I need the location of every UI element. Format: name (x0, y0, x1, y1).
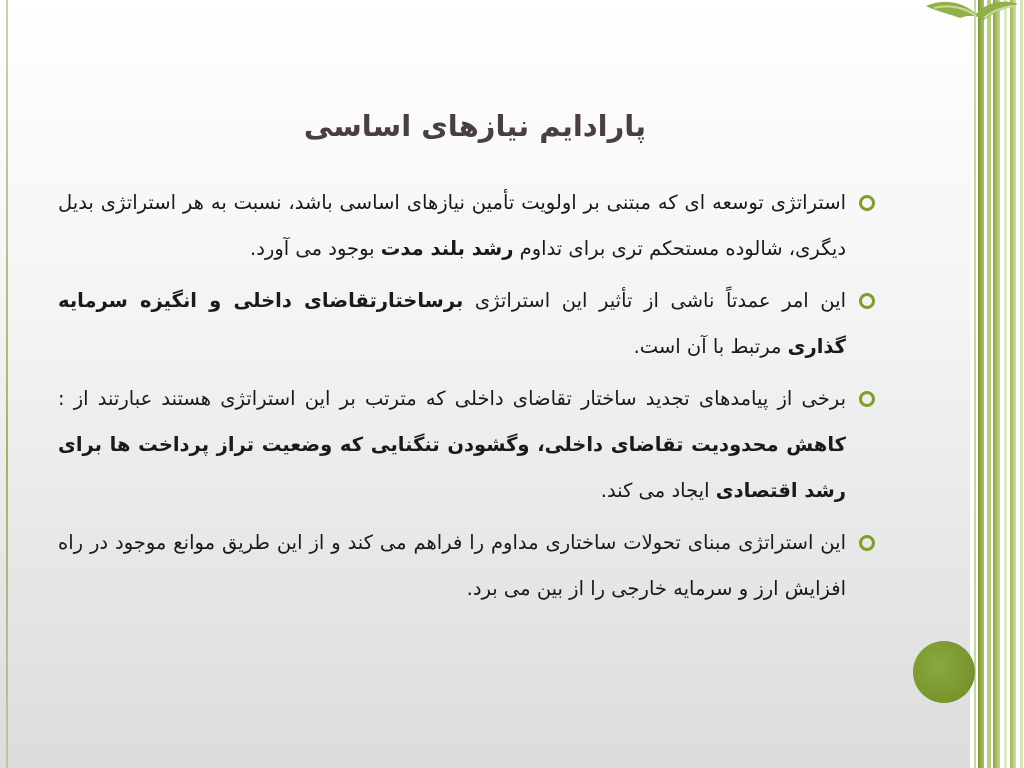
ring-bullet-icon (859, 391, 875, 407)
bullet-item (58, 520, 878, 612)
bullet-item (58, 278, 878, 370)
decor-stripe (974, 0, 976, 768)
bullet-text: برخی از پیامدهای تجدید ساختار تقاضای داخلی که مترتب بر این استراتژی هستند عبارتند از : (58, 387, 846, 410)
decor-stripe (978, 0, 984, 768)
ring-bullet-icon (859, 535, 875, 551)
bullet-bold-text: برساختارتقاضای داخلی و انگیزه سرمایه گذاری (58, 289, 846, 358)
bullet-text: استراتژی توسعه ای که مبتنی بر اولویت تأمین نیازهای اساسی باشد، نسبت به هر استراتژی بدیل دیگری، شالوده مستحکم تری برای تداوم (58, 191, 846, 260)
ring-bullet-icon (859, 195, 875, 211)
bullet-bold-text: کاهش محدودیت تقاضای داخلی، وگشودن تنگنایی که وضعیت تراز پرداخت ها برای رشد اقتصادی (58, 433, 846, 502)
bullet-item (58, 376, 878, 514)
decor-stripe (1020, 0, 1023, 768)
decor-stripe (987, 0, 991, 768)
vine-leaf-icon (924, 0, 1020, 30)
green-circle-icon (913, 641, 975, 703)
decor-stripe (1010, 0, 1016, 768)
bullet-text: ایجاد می کند. (600, 479, 716, 502)
bullet-text: مرتبط با آن است. (633, 335, 788, 358)
bullet-list (58, 180, 878, 618)
decor-stripe (993, 0, 1000, 768)
bullet-item (58, 180, 878, 272)
left-border (6, 0, 8, 768)
bullet-text: بوجود می آورد. (250, 237, 381, 260)
bullet-text: این امر عمدتاً ناشی از تأثیر این استراتژی (463, 289, 846, 312)
bullet-text: این استراتژی مبنای تحولات ساختاری مداوم را فراهم می کند و از این طریق موانع موجود در راه افزایش ارز و سرمایه خارجی را از بین می برد. (58, 531, 846, 600)
slide-title: پارادایم نیازهای اساسی (303, 109, 647, 143)
bullet-bold-text: رشد بلند مدت (380, 237, 514, 260)
ring-bullet-icon (859, 293, 875, 309)
decor-stripe (1004, 0, 1007, 768)
